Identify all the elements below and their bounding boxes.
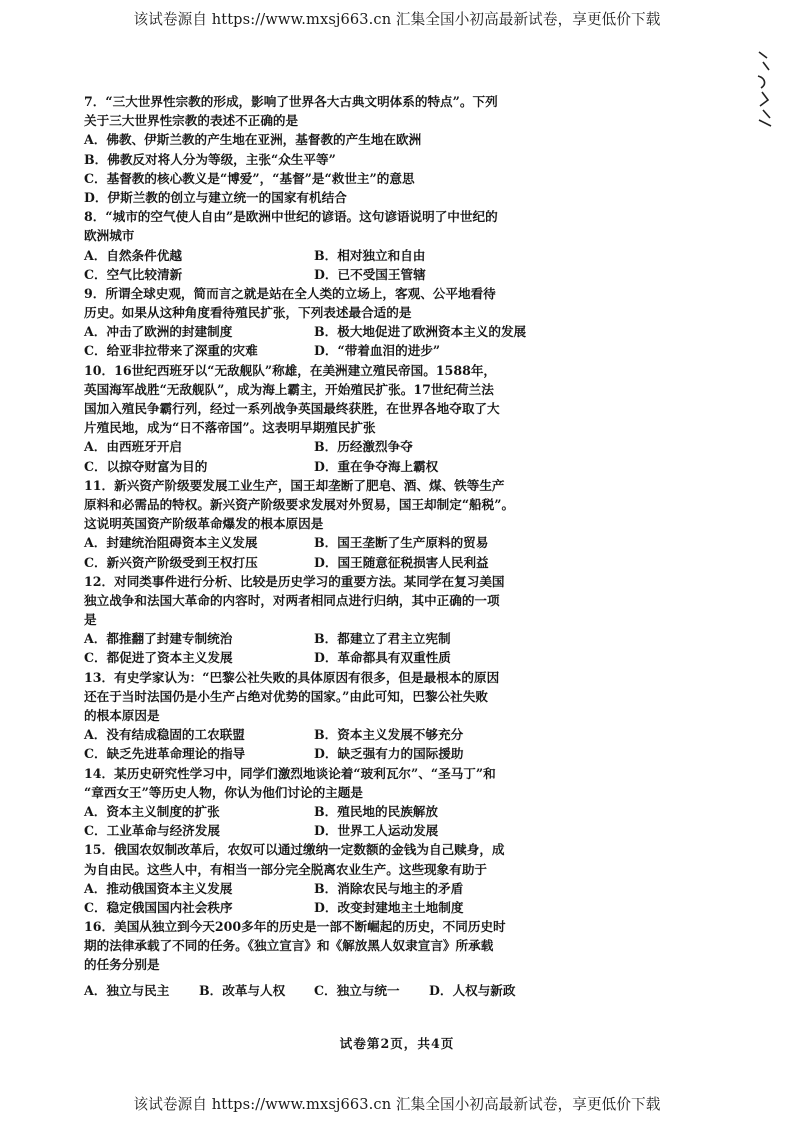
- answer-option: A．推动俄国资本主义发展: [84, 880, 233, 896]
- question-stem-line: 国加入殖民争霸行列，经过一系列战争英国最终获胜，在世界各地夺取了大: [84, 401, 500, 416]
- answer-options-row: [84, 322, 544, 341]
- answer-option: B．国王垄断了生产原料的贸易: [314, 535, 489, 551]
- answer-option: B．改革与人权: [199, 982, 286, 998]
- question-stem-line: 这说明英国资产阶级革命爆发的根本原因是: [84, 516, 324, 532]
- question-block: [84, 284, 544, 361]
- question-block: [84, 572, 544, 668]
- question-block: [84, 207, 544, 284]
- answer-option: A．没有结成稳固的工农联盟: [84, 727, 245, 743]
- answer-option: D．革命都具有双重性质: [314, 650, 451, 666]
- answer-option: D．世界工人运动发展: [314, 823, 439, 839]
- question-block: [84, 917, 544, 1000]
- answer-options-row: [84, 629, 544, 648]
- answer-option: C．工业革命与经济发展: [84, 823, 220, 839]
- answer-option: C．给亚非拉带来了深重的灾难: [84, 343, 258, 359]
- question-stem-line: 关于三大世界性宗教的表述不正确的是: [84, 113, 299, 129]
- question-stem-line: 16．美国从独立到今天200多年的历史是一部不断崛起的历史，不同历史时: [84, 919, 506, 935]
- question-stem-line: 原料和必需品的特权。新兴资产阶级要求发展对外贸易，国王却制定“船税”。: [84, 496, 515, 512]
- question-block: [84, 476, 544, 572]
- answer-options-row: [84, 533, 544, 552]
- answer-options-row: [84, 341, 544, 360]
- question-stem-line: 14．某历史研究性学习中，同学们激烈地谈论着“玻利瓦尔”、“圣马丁”和: [84, 765, 496, 781]
- answer-options-row: [84, 648, 544, 667]
- question-stem-line: 15．俄国农奴制改革后，农奴可以通过缴纳一定数额的金钱为自己赎身，成: [84, 842, 505, 858]
- question-stem-line: 欧洲城市: [84, 228, 135, 244]
- answer-options-row: [84, 802, 544, 821]
- question-stem-line: 13．有史学家认为：“巴黎公社失败的具体原因有很多，但是最根本的原因: [84, 669, 500, 685]
- answer-options-row: [84, 725, 544, 744]
- question-stem-line: 还在于当时法国仍是小生产占绝对优势的国家。”由此可知，巴黎公社失败: [84, 688, 488, 704]
- answer-option: C．基督教的核心教义是“博爱”，“基督”是“救世主”的意思: [84, 170, 415, 186]
- question-block: [84, 92, 544, 207]
- question-stem-line: 为自由民。这些人中，有相当一部分完全脱离农业生产。这些现象有助于: [84, 861, 487, 877]
- answer-options-row: [84, 437, 544, 456]
- question-stem-line: 10．16世纪西班牙以“无敌舰队”称雄，在美洲建立殖民帝国。1588年，: [84, 362, 497, 378]
- page-footer: 试卷第2页，共4页: [339, 1036, 455, 1051]
- answer-option: A．封建统治阻碍资本主义发展: [84, 535, 258, 551]
- answer-option: B．殖民地的民族解放: [314, 803, 438, 819]
- answer-options-row: [84, 553, 544, 572]
- answer-option: B．资本主义发展不够充分: [314, 727, 464, 743]
- answer-option: B．佛教反对将人分为等级，主张“众生平等”: [84, 151, 336, 167]
- question-block: [84, 668, 544, 764]
- answer-option: C．都促进了资本主义发展: [84, 650, 233, 666]
- answer-options-row: [84, 898, 544, 917]
- answer-option: B．历经激烈争夺: [314, 439, 413, 455]
- answer-option: D．改变封建地主土地制度: [314, 899, 464, 915]
- question-stem-line: 的任务分别是: [84, 957, 160, 973]
- answer-option: D．已不受国王管辖: [314, 266, 426, 282]
- question-stem-line: 期的法律承载了不同的任务。《独立宣言》和《解放黑人奴隶宣言》所承载: [84, 938, 494, 954]
- source-banner-top: 该试卷源自 https://www.mxsj663.cn 汇集全国小初高最新试卷，享更低价下载: [133, 11, 661, 28]
- answer-option: C．空气比较清新: [84, 266, 183, 282]
- question-stem-line: 8．“城市的空气使人自由”是欧洲中世纪的谚语。这句谚语说明了中世纪的: [84, 209, 498, 225]
- answer-option: D．“带着血泪的进步”: [314, 343, 441, 359]
- question-stem-line: 历史。如果从这种角度看待殖民扩张，下列表述最合适的是: [84, 305, 412, 321]
- question-stem-line: 12．对同类事件进行分析、比较是历史学习的重要方法。某同学在复习美国: [84, 573, 505, 589]
- answer-options-row: [84, 879, 544, 898]
- exam-questions: [84, 92, 544, 1000]
- question-block: [84, 840, 544, 917]
- answer-option: B．都建立了君主立宪制: [314, 631, 451, 647]
- answer-option: D．人权与新政: [429, 982, 516, 998]
- answer-option: D．伊斯兰教的创立与建立统一的国家有机结合: [84, 189, 347, 205]
- question-stem-line: “章西女王”等历史人物，你认为他们讨论的主题是: [84, 784, 363, 800]
- answer-option: D．国王随意征税损害人民利益: [314, 554, 489, 570]
- answer-option: A．自然条件优越: [84, 247, 182, 263]
- answer-option: B．相对独立和自由: [314, 247, 426, 263]
- answer-options-row: [84, 981, 544, 1000]
- answer-options-row: [84, 821, 544, 840]
- question-stem-line: 英国海军战胜“无敌舰队”，成为海上霸主，开始殖民扩张。17世纪荷兰法: [84, 381, 494, 397]
- question-stem-line: 9．所谓全球史观，简而言之就是站在全人类的立场上，客观、公平地看待: [84, 285, 496, 301]
- answer-option: B．极大地促进了欧洲资本主义的发展: [314, 324, 527, 340]
- answer-option: B．消除农民与地主的矛盾: [314, 880, 464, 896]
- answer-option: D．缺乏强有力的国际援助: [314, 746, 464, 762]
- answer-option: A．独立与民主: [84, 982, 170, 998]
- question-stem-line: 片殖民地，成为“日不落帝国”。这表明早期殖民扩张: [84, 420, 376, 436]
- question-block: [84, 361, 544, 476]
- answer-option: A．由西班牙开启: [84, 439, 182, 455]
- answer-options-row: [84, 265, 544, 284]
- question-stem-line: 的根本原因是: [84, 708, 160, 723]
- answer-option: A．冲击了欧洲的封建制度: [84, 324, 233, 340]
- answer-option: C．稳定俄国国内社会秩序: [84, 899, 233, 915]
- question-stem-line: 7．“三大世界性宗教的形成，影响了世界各大古典文明体系的特点”。下列: [84, 94, 498, 109]
- question-block: [84, 764, 544, 841]
- margin-handwriting: [753, 48, 777, 128]
- source-banner-bottom: 该试卷源自 https://www.mxsj663.cn 汇集全国小初高最新试卷，享更低价下载: [133, 1096, 661, 1113]
- question-stem-line: 是: [84, 612, 97, 628]
- answer-options-row: [84, 457, 544, 476]
- answer-option: C．独立与统一: [314, 982, 400, 998]
- answer-option: C．缺乏先进革命理论的指导: [84, 746, 246, 762]
- answer-options-row: [84, 744, 544, 763]
- answer-option: D．重在争夺海上霸权: [314, 458, 439, 474]
- answer-option: A．资本主义制度的扩张: [84, 803, 220, 819]
- answer-option: A．佛教、伊斯兰教的产生地在亚洲，基督教的产生地在欧洲: [84, 132, 422, 148]
- question-stem-line: 独立战争和法国大革命的内容时，对两者相同点进行归纳，其中正确的一项: [84, 592, 500, 608]
- question-stem-line: 11．新兴资产阶级要发展工业生产，国王却垄断了肥皂、酒、煤、铁等生产: [84, 477, 505, 493]
- answer-option: C．新兴资产阶级受到王权打压: [84, 554, 258, 570]
- answer-options-row: [84, 246, 544, 265]
- answer-option: C．以掠夺财富为目的: [84, 458, 208, 474]
- answer-option: A．都推翻了封建专制统治: [84, 631, 233, 647]
